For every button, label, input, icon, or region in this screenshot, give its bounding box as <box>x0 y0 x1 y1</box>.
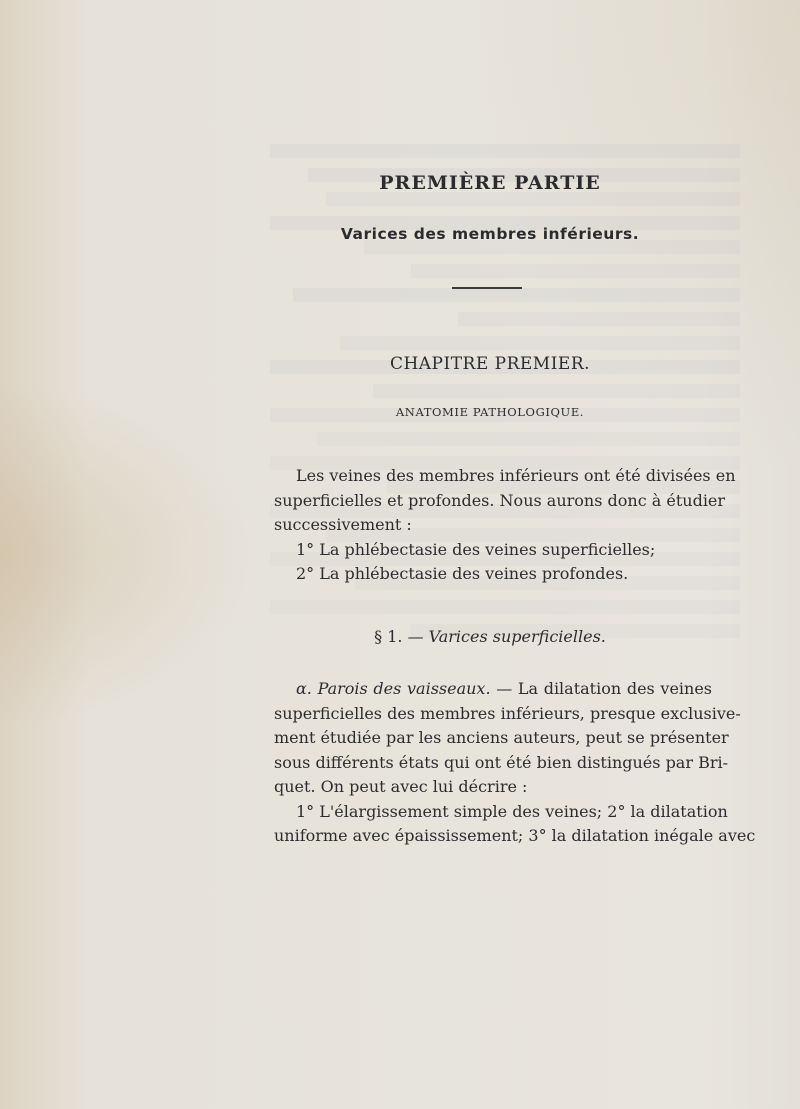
intro-paragraph <box>274 464 736 587</box>
body-line: uniforme avec épaississement; 3° la dilatation inégale avec <box>274 826 756 845</box>
section-number: § 1. — <box>374 627 424 646</box>
part-subtitle: Varices des membres inférieurs. <box>340 225 640 243</box>
divider-rule <box>452 287 522 289</box>
body-first-line <box>274 677 712 702</box>
lead-rest: — La dilatation des veines <box>496 679 713 698</box>
section-title: Varices superficielles. <box>428 627 606 646</box>
body-line: superficielles des membres inférieurs, presque exclusive- <box>274 703 741 723</box>
intro-line: superficielles et profondes. Nous aurons donc à étudier <box>274 490 726 510</box>
body-line: sous différents états qui ont été bien distingués par Bri- <box>274 752 729 772</box>
intro-line: Les veines des membres inférieurs ont été divisées en <box>296 466 736 485</box>
body-paragraph <box>274 677 756 849</box>
part-title: PREMIÈRE PARTIE <box>379 172 601 194</box>
body-line: ment étudiée par les anciens auteurs, peut se présenter <box>274 728 729 747</box>
body-line: quet. On peut avec lui décrire : <box>274 777 528 796</box>
intro-line: successivement : <box>274 515 412 534</box>
intro-list-item: 2° La phlébectasie des veines profondes. <box>296 564 629 583</box>
chapter-title: CHAPITRE PREMIER. <box>389 354 591 374</box>
lead-title: Parois des vaisseaux. <box>317 679 491 698</box>
lead-marker: α. <box>296 679 312 698</box>
body-line: 1° L'élargissement simple des veines; 2° la dilatation <box>296 801 728 821</box>
chapter-subtitle: ANATOMIE PATHOLOGIQUE. <box>395 405 585 419</box>
intro-list-item: 1° La phlébectasie des veines superficielles; <box>296 539 656 559</box>
section-heading <box>270 627 710 646</box>
